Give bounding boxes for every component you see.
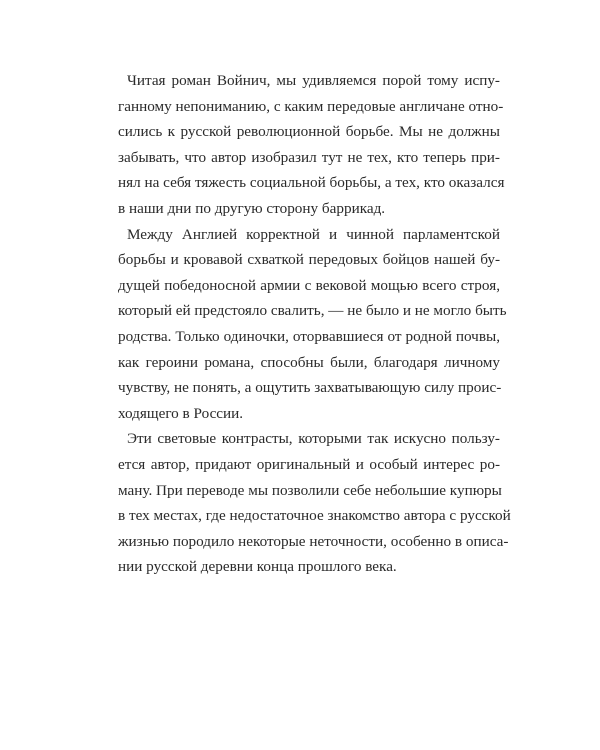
text-line: нял на себя тяжесть социальной борьбы, а тех, кто оказался — [118, 174, 505, 192]
text-line: в тех местах, где недостаточное знакомство автора с русской — [118, 507, 511, 525]
text-line: Между Англией корректной и чинной парламентской — [127, 225, 500, 243]
text-line: ходящего в России. — [118, 404, 244, 422]
text-line: который ей предстояло свалить, — не было и не могло быть — [118, 302, 507, 320]
text-line: Читая роман Войнич, мы удивляемся порой тому испу- — [127, 72, 500, 89]
paragraph-2 — [118, 222, 507, 427]
paragraph-3 — [118, 426, 511, 580]
paragraph-1 — [118, 68, 505, 222]
text-line: забывать, что автор изобразил тут не тех, кто теперь при- — [118, 148, 500, 166]
text-line: в наши дни по другую сторону баррикад. — [118, 199, 386, 217]
text-line: как героини романа, способны были, благодаря личному — [118, 353, 500, 371]
text-line: ману. При переводе мы позволили себе небольшие купюры — [118, 481, 502, 499]
text-line: ганному непониманию, с каким передовые англичане отно- — [118, 97, 504, 115]
text-line: борьбы и кровавой схваткой передовых бойцов нашей бу- — [118, 251, 500, 269]
text-line: Эти световые контрасты, которыми так искусно пользу- — [127, 430, 500, 448]
text-line: ется автор, придают оригинальный и особый интерес ро- — [118, 455, 500, 473]
text-line: сились к русской революционной борьбе. Мы не должны — [118, 123, 500, 141]
page-body — [118, 68, 511, 580]
text-line: дущей победоносной армии с вековой мощью всего строя, — [118, 276, 500, 294]
text-line: нии русской деревни конца прошлого века. — [118, 558, 397, 576]
text-line: чувству, не понять, а ощутить захватывающую силу проис- — [118, 379, 502, 397]
text-line: жизнью породило некоторые неточности, особенно в описа- — [118, 532, 509, 550]
text-line: родства. Только одиночки, оторвавшиеся от родной почвы, — [118, 327, 500, 345]
